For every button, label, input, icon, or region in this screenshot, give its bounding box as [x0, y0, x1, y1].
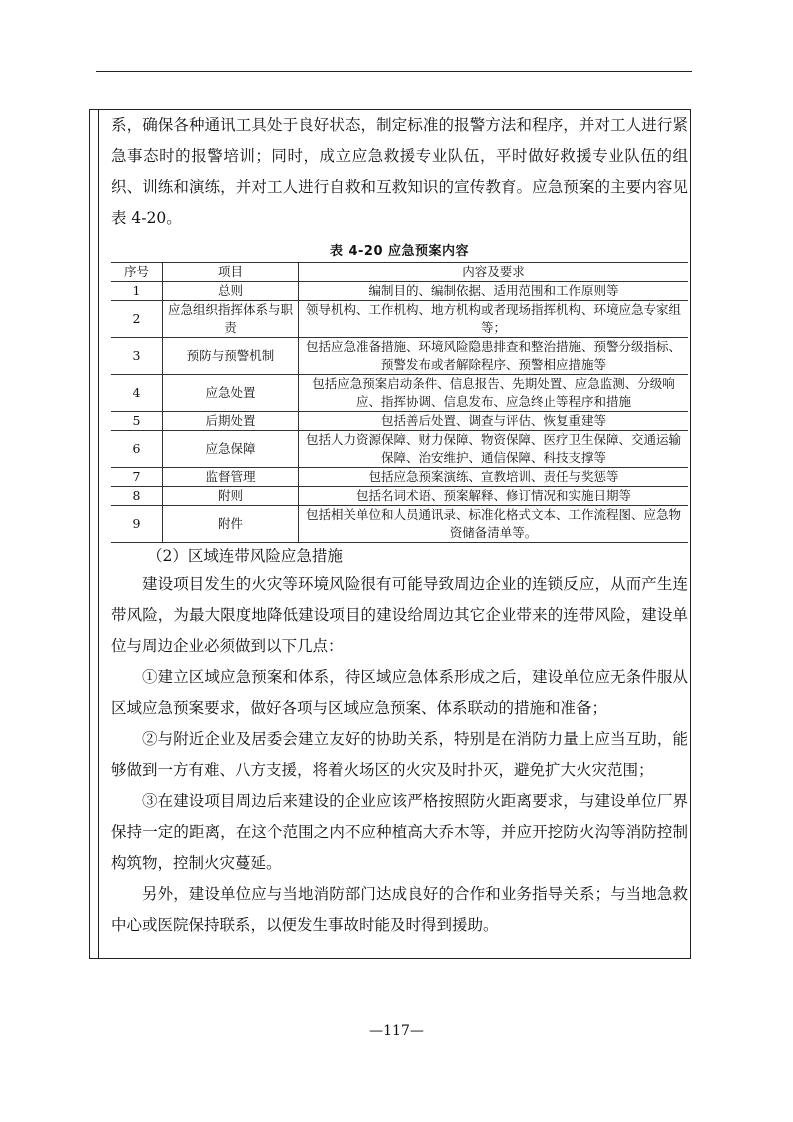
row-item: 后期处置	[163, 412, 299, 431]
table-caption: 表 4-20 应急预案内容	[329, 244, 470, 259]
table-row	[111, 506, 688, 543]
row-seq: 8	[111, 487, 163, 506]
table-row	[111, 301, 688, 338]
row-item: 附则	[163, 487, 299, 506]
row-seq: 9	[111, 506, 163, 543]
table-row	[111, 282, 688, 301]
table-row	[111, 468, 688, 487]
section-paragraph: ①建立区域应急预案和体系，待区域应急体系形成之后，建设单位应无条件服从区域应急预案要求，做好各项与区域应急预案、体系联动的措施和准备；	[111, 668, 688, 717]
row-item: 监督管理	[163, 468, 299, 487]
row-content: 包括善后处置、调查与评估、恢复重建等	[299, 412, 689, 431]
row-content: 包括人力资源保障、财力保障、物资保障、医疗卫生保障、交通运输保障、治安维护、通信保障、科技支撑等	[299, 431, 689, 468]
header-rule	[96, 71, 692, 72]
page-number: —117—	[369, 1023, 424, 1039]
section-heading: （2）区域连带风险应急措施	[147, 547, 343, 565]
row-seq: 3	[111, 338, 163, 375]
row-seq: 7	[111, 468, 163, 487]
table-header-row	[111, 263, 688, 282]
section-paragraph: 另外，建设单位应与当地消防部门达成良好的合作和业务指导关系；与当地急救中心或医院保持联系，以便发生事故时能及时得到援助。	[111, 885, 688, 934]
row-item: 应急处置	[163, 375, 299, 412]
row-content: 领导机构、工作机构、地方机构或者现场指挥机构、环境应急专家组等；	[299, 301, 689, 338]
header-seq: 序号	[111, 263, 163, 282]
emergency-plan-table	[111, 262, 688, 543]
table-row	[111, 487, 688, 506]
row-item: 应急保障	[163, 431, 299, 468]
row-item: 应急组织指挥体系与职责	[163, 301, 299, 338]
section-paragraph: ③在建设项目周边后来建设的企业应该严格按照防火距离要求，与建设单位厂界保持一定的距离，在这个范围之内不应种植高大乔木等，并应开挖防火沟等消防控制构筑物，控制火灾蔓延。	[111, 792, 688, 872]
row-seq: 1	[111, 282, 163, 301]
row-content: 包括应急预案演练、宣教培训、责任与奖惩等	[299, 468, 689, 487]
table-row	[111, 338, 688, 375]
row-item: 总则	[163, 282, 299, 301]
row-seq: 5	[111, 412, 163, 431]
header-item: 项目	[163, 263, 299, 282]
table-row	[111, 412, 688, 431]
row-item: 附件	[163, 506, 299, 543]
table-row	[111, 375, 688, 412]
table-row	[111, 431, 688, 468]
frame-inner-rule	[98, 110, 99, 958]
row-content: 包括应急准备措施、环境风险隐患排查和整治措施、预警分级指标、预警发布或者解除程序、预警相应措施等	[299, 338, 689, 375]
page-content	[111, 110, 688, 941]
row-content: 编制目的、编制依据、适用范围和工作原则等	[299, 282, 689, 301]
row-content: 包括名词术语、预案解释、修订情况和实施日期等	[299, 487, 689, 506]
section-paragraph: ②与附近企业及居委会建立友好的协助关系，特别是在消防力量上应当互助，能够做到一方有难、八方支援，将着火场区的火灾及时扑灭，避免扩大火灾范围；	[111, 730, 688, 779]
row-seq: 2	[111, 301, 163, 338]
header-content: 内容及要求	[299, 263, 689, 282]
intro-paragraph: 系，确保各种通讯工具处于良好状态，制定标准的报警方法和程序，并对工人进行紧急事态时的报警培训；同时，成立应急救援专业队伍，平时做好救援专业队伍的组织、训练和演练，并对工人进行自救和互救知识的宣传教育。应急预案的主要内容见表 4-20。	[111, 116, 688, 227]
section-paragraph: 建设项目发生的火灾等环境风险很有可能导致周边企业的连锁反应，从而产生连带风险，为最大限度地降低建设项目的建设给周边其它企业带来的连带风险，建设单位与周边企业必须做到以下几点：	[111, 575, 688, 655]
row-content: 包括应急预案启动条件、信息报告、先期处置、应急监测、分级响应、指挥协调、信息发布、应急终止等程序和措施	[299, 375, 689, 412]
row-item: 预防与预警机制	[163, 338, 299, 375]
row-content: 包括相关单位和人员通讯录、标准化格式文本、工作流程图、应急物资储备清单等。	[299, 506, 689, 543]
row-seq: 4	[111, 375, 163, 412]
row-seq: 6	[111, 431, 163, 468]
